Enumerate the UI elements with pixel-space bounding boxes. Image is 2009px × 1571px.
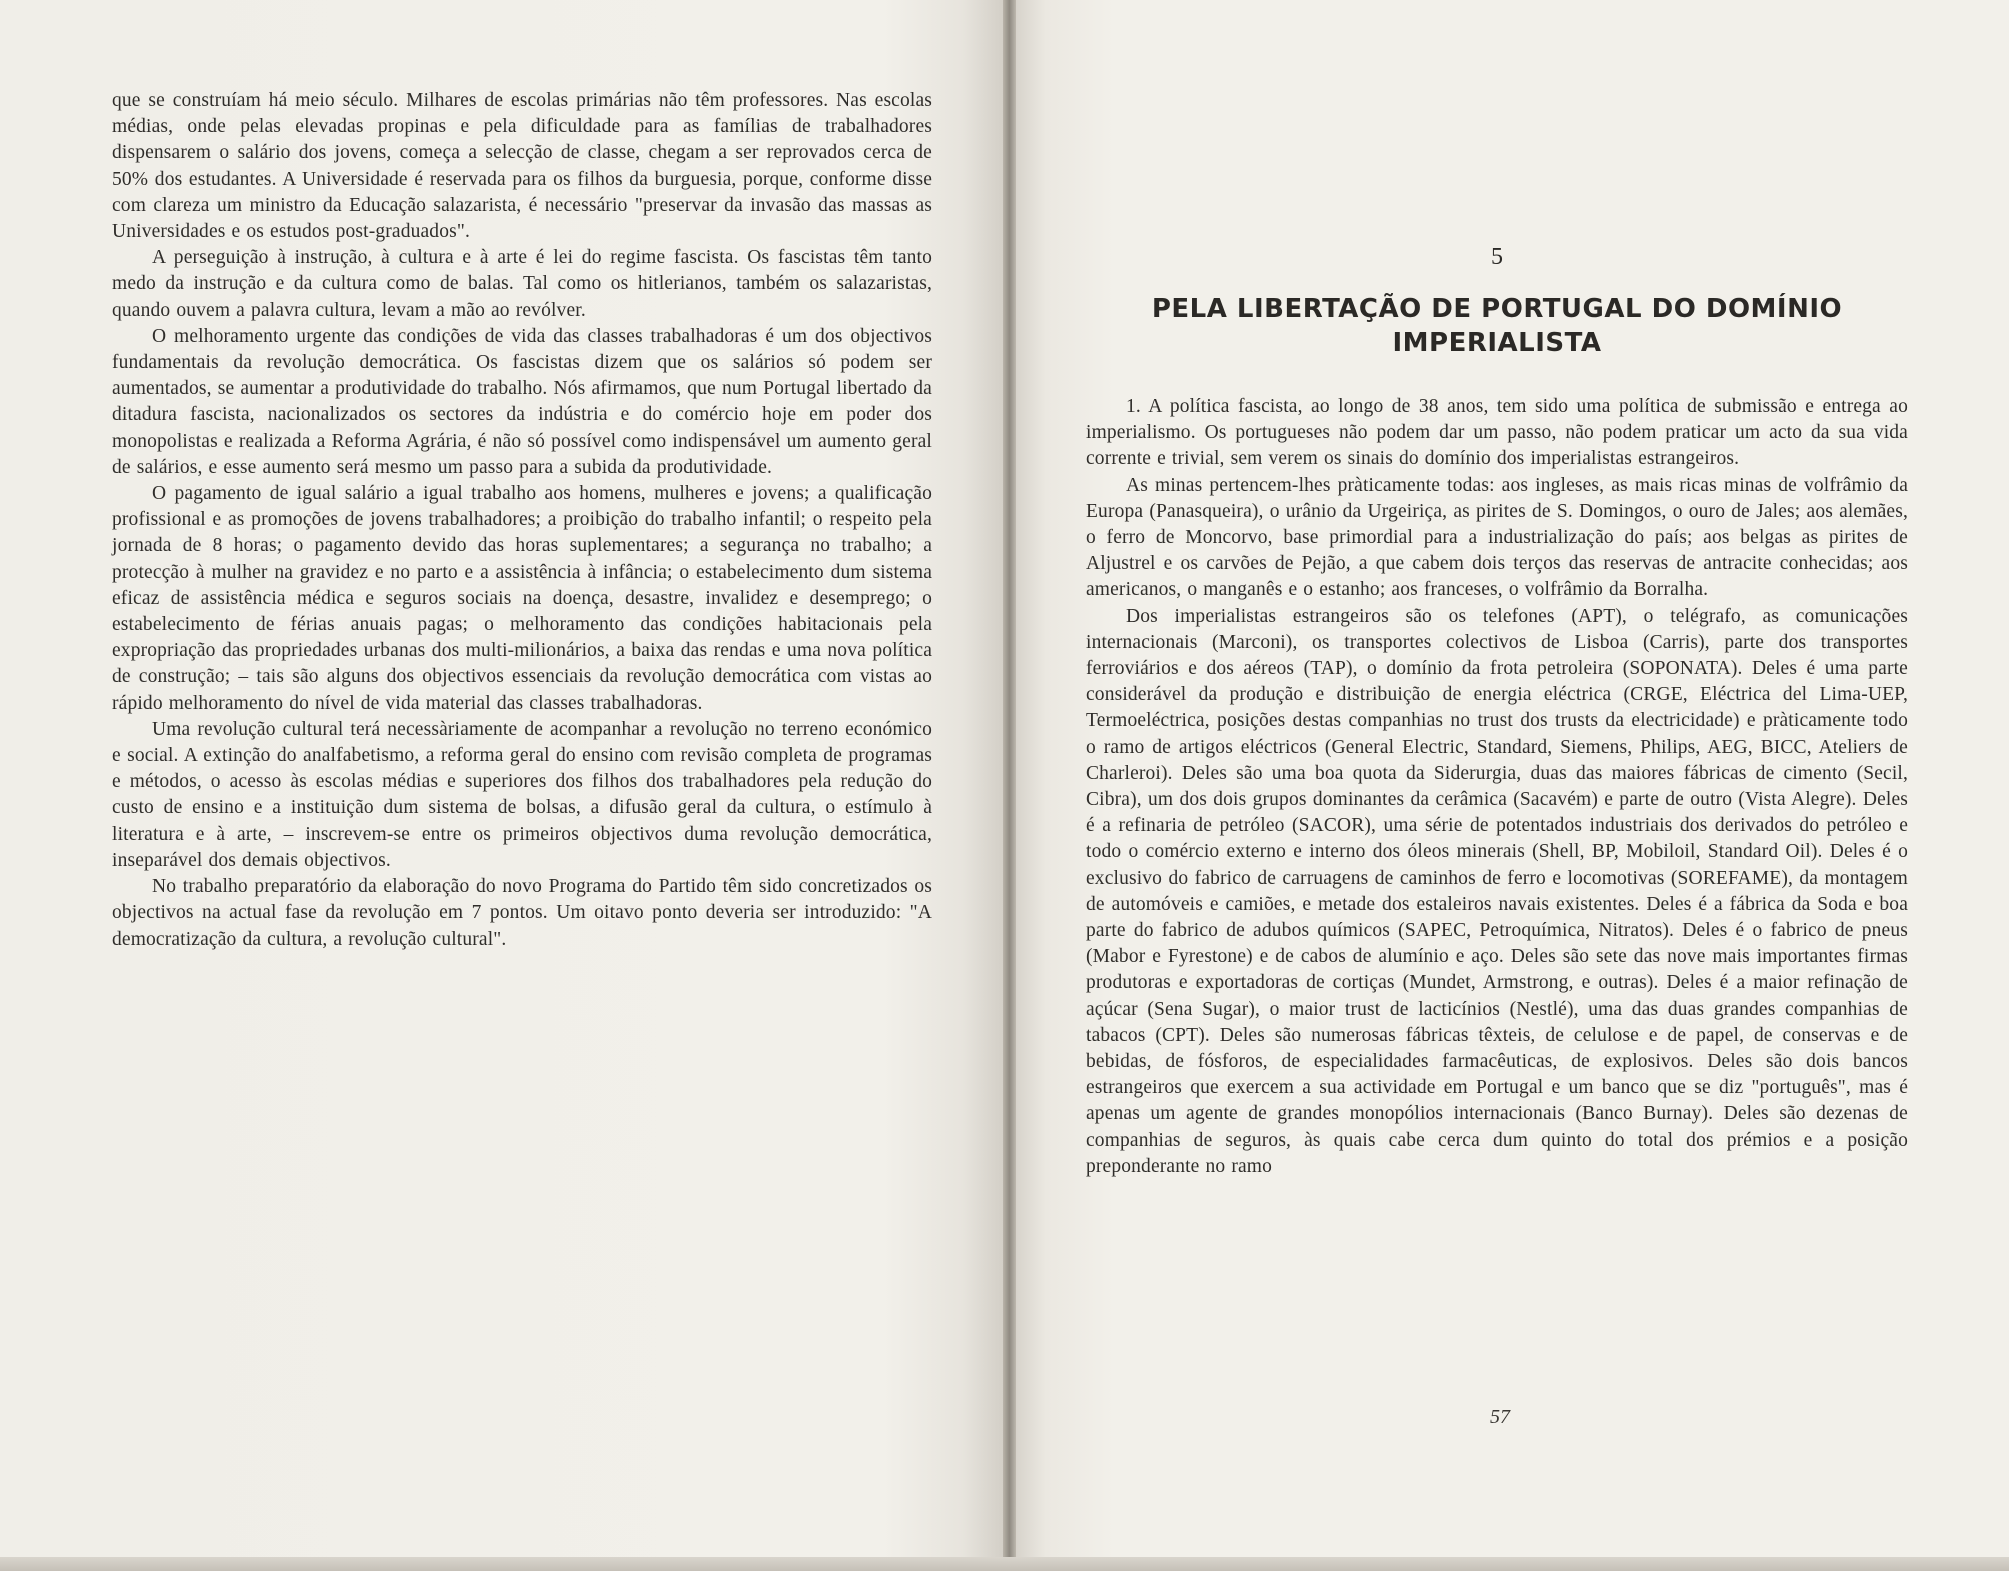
left-page-body (112, 88, 932, 953)
paragraph: O melhoramento urgente das condições de vida das classes trabalhadoras é um dos objectivos fundamentais da revolução democrática. Os fascistas dizem que os salários só podem ser aumentados, se aumentar a produtividade do trabalho. Nós afirmamos, que num Portugal libertado da ditadura fascista, nacionalizados os sectores da indústria e do comércio hoje em poder dos monopolistas e realizada a Reforma Agrária, é não só possível como indispensável um aumento geral de salários, e esse aumento será mesmo um passo para a subida da produtividade. (112, 325, 932, 478)
paragraph: As minas pertencem-lhes pràticamente todas: aos ingleses, as mais ricas minas de volfrâmio da Europa (Panasqueira), o urânio da Urgeiriça, as pirites de S. Domingos, o ouro de Jales; aos alemães, o ferro de Moncorvo, base primordial para a industrialização do país; aos belgas as pirites de Aljustrel e os carvões de Pejão, a que cabem dois terços das reservas de antracite conhecidas; aos americanos, o manganês e o estanho; aos franceses, o volfrâmio da Borralha. (1086, 474, 1908, 601)
right-page-body (1086, 394, 1908, 1180)
book-gutter (1003, 0, 1016, 1571)
paragraph: No trabalho preparatório da elaboração do novo Programa do Partido têm sido concretizados os objectivos na actual fase da revolução em 7 pontos. Um oitavo ponto deveria ser introduzido: "A democratização da cultura, a revolução cultural". (112, 876, 932, 950)
paragraph: que se construíam há meio século. Milhares de escolas primárias não têm professores. Nas escolas médias, onde pelas elevadas propinas e pela dificuldade para as famílias de trabalhadores dispensarem o salário dos jovens, começa a selecção de classe, chegam a ser reprovados cerca de 50% dos estudantes. A Universidade é reservada para os filhos da burguesia, porque, conforme disse com clareza um ministro da Educação salazarista, é necessário "preservar da invasão das massas as Universidades e os estudos post-graduados". (112, 90, 932, 243)
paragraph: Uma revolução cultural terá necessàriamente de acompanhar a revolução no terreno económico e social. A extinção do analfabetismo, a reforma geral do ensino com revisão completa de programas e métodos, o acesso às escolas médias e superiores dos filhos dos trabalhadores pela redução do custo de ensino e a instituição dum sistema de bolsas, a difusão geral da cultura, o estímulo à literatura e à arte, – inscrevem-se entre os primeiros objectivos duma revolução democrática, inseparável dos demais objectivos. (112, 718, 932, 871)
chapter-number: 5 (1491, 244, 1503, 270)
page-number: 57 (1490, 1406, 1510, 1428)
chapter-title: PELA LIBERTAÇÃO DE PORTUGAL DO DOMÍNIO IMPERIALISTA (1151, 294, 1843, 358)
paragraph: Dos imperialistas estrangeiros são os telefones (APT), o telégrafo, as comunicações internacionais (Marconi), os transportes colectivos de Lisboa (Carris), parte dos transportes ferroviários e dos aéreos (TAP), o domínio da frota petroleira (SOPONATA). Deles é uma parte considerável da produção e distribuição de energia eléctrica (CRGE, Eléctrica del Lima-UEP, Termoeléctrica, posições destas companhias no trust dos trusts da electricidade) e pràticamente todo o ramo de artigos eléctricos (General Electric, Standard, Siemens, Philips, AEG, BICC, Ateliers de Charleroi). Deles são uma boa quota da Siderurgia, duas das maiores fábricas de cimento (Secil, Cibra), um dos dois grupos dominantes da cerâmica (Sacavém) e parte de outro (Vista Alegre). Deles é a refinaria de petróleo (SACOR), uma série de potentados industriais dos derivados do petróleo e todo o comércio externo e interno dos óleos minerais (Shell, BP, Mobiloil, Standard Oil). Deles é o exclusivo do fabrico de carruagens de caminhos de ferro e locomotivas (SOREFAME), da montagem de automóveis e camiões, e metade dos estaleiros navais existentes. Deles é a fábrica da Soda e boa parte do fabrico de adubos químicos (SAPEC, Petroquímica, Nitratos). Deles é o fabrico de pneus (Mabor e Fyrestone) e de cabos de alumínio e aço. Deles são sete das nove mais importantes firmas produtoras e exportadoras de cortiças (Mundet, Armstrong, e outras). Deles é a maior refinação de açúcar (Sena Sugar), o maior trust de lacticínios (Nestlé), uma das duas grandes companhias de tabacos (CPT). Deles são numerosas fábricas têxteis, de celulose e de papel, de conservas e de bebidas, de fósforos, de especialidades farmacêuticas, de explosivos. Deles são dois bancos estrangeiros que exercem a sua actividade em Portugal e um banco que se diz "português", mas é apenas um agente de grandes monopólios internacionais (Banco Burnay). Deles são dezenas de companhias de seguros, às quais cabe cerca dum quinto do total dos prémios e a posição preponderante no ramo (1086, 605, 1908, 1177)
paragraph: 1. A política fascista, ao longo de 38 anos, tem sido uma política de submissão e entrega ao imperialismo. Os portugueses não podem dar um passo, não podem praticar um acto da sua vida corrente e trivial, sem verem os sinais do domínio dos imperialistas estrangeiros. (1086, 396, 1908, 470)
page-bottom-edge (0, 1557, 2009, 1571)
paragraph: A perseguição à instrução, à cultura e à arte é lei do regime fascista. Os fascistas têm tanto medo da instrução e da cultura como de balas. Tal como os hitlerianos, também os salazaristas, quando ouvem a palavra cultura, levam a mão ao revólver. (112, 247, 932, 321)
paragraph: O pagamento de igual salário a igual trabalho aos homens, mulheres e jovens; a qualificação profissional e as promoções de jovens trabalhadores; a proibição do trabalho infantil; o respeito pela jornada de 8 horas; o pagamento devido das horas suplementares; a segurança no trabalho; a protecção à mulher na gravidez e no parto e a assistência à infância; o estabelecimento dum sistema eficaz de assistência médica e seguros sociais na doença, desastre, invalidez e desemprego; o estabelecimento de férias anuais pagas; o melhoramento das condições habitacionais pela expropriação das propriedades urbanas dos multi-milionários, a baixa das rendas e uma nova política de construção; – tais são alguns dos objectivos essenciais da revolução democrática com vistas ao rápido melhoramento do nível de vida material das classes trabalhadoras. (112, 483, 932, 714)
